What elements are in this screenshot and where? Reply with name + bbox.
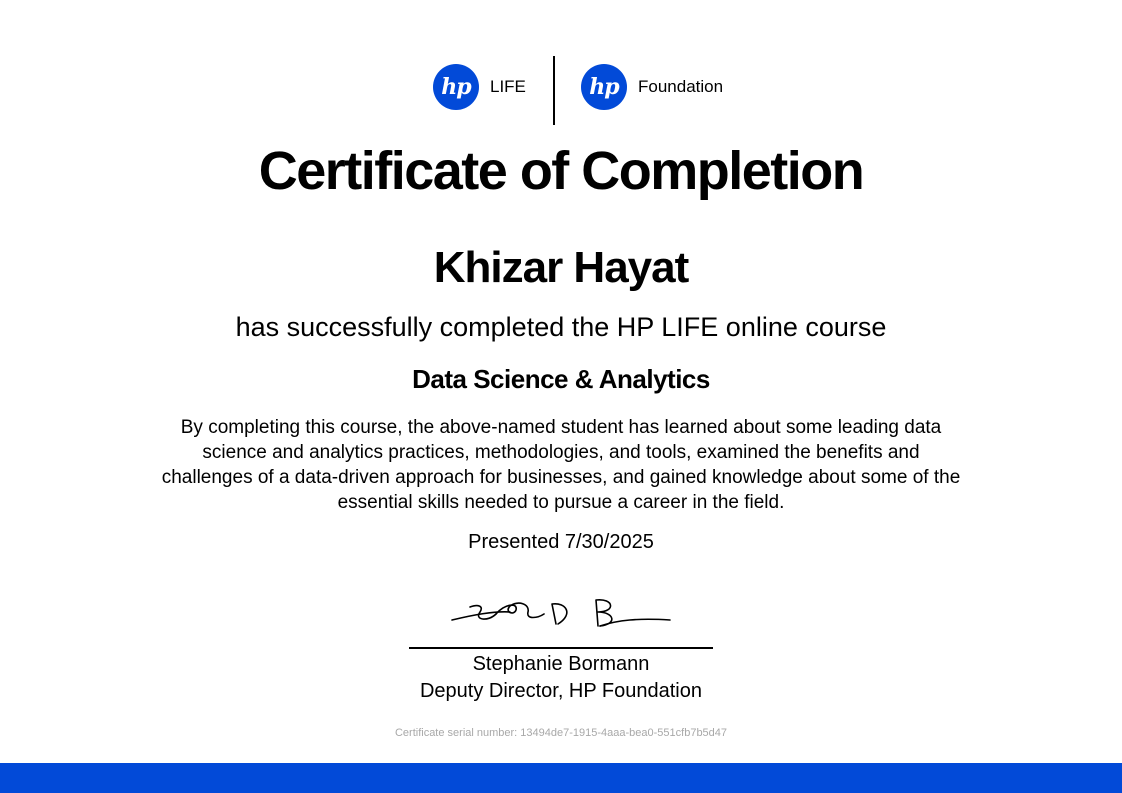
signature-line bbox=[409, 647, 713, 649]
recipient-name: Khizar Hayat bbox=[433, 243, 689, 292]
foundation-label: Foundation bbox=[638, 77, 724, 96]
life-label: LIFE bbox=[490, 77, 526, 96]
hp-logo-icon: hp bbox=[581, 64, 627, 110]
signature-image bbox=[448, 590, 678, 634]
serial-number: Certificate serial number: 13494de7-1915-4aaa-bea0-551cfb7b5d47 bbox=[394, 727, 728, 739]
logo-header bbox=[0, 56, 1122, 126]
logo-divider bbox=[553, 56, 555, 125]
hp-foundation-logo bbox=[581, 64, 723, 110]
hp-life-logo bbox=[433, 64, 526, 110]
certificate-title: Certificate of Completion bbox=[258, 141, 864, 201]
signer-title: Deputy Director, HP Foundation bbox=[419, 680, 702, 702]
course-description: By completing this course, the above-named student has learned about some leading data science and analytics practices, methodologies, and tools, examined the benefits and challenges of a data-driven approach for businesses, and gained knowledge about some of the essential skills needed to pursue a career in the field. bbox=[161, 417, 961, 513]
completion-statement: has successfully completed the HP LIFE online course bbox=[235, 312, 887, 342]
hp-logo-icon: hp bbox=[433, 64, 479, 110]
signer-name: Stephanie Bormann bbox=[472, 653, 650, 675]
footer-bar bbox=[0, 763, 1122, 793]
course-name: Data Science & Analytics bbox=[412, 364, 710, 394]
presented-date: Presented 7/30/2025 bbox=[468, 531, 654, 553]
